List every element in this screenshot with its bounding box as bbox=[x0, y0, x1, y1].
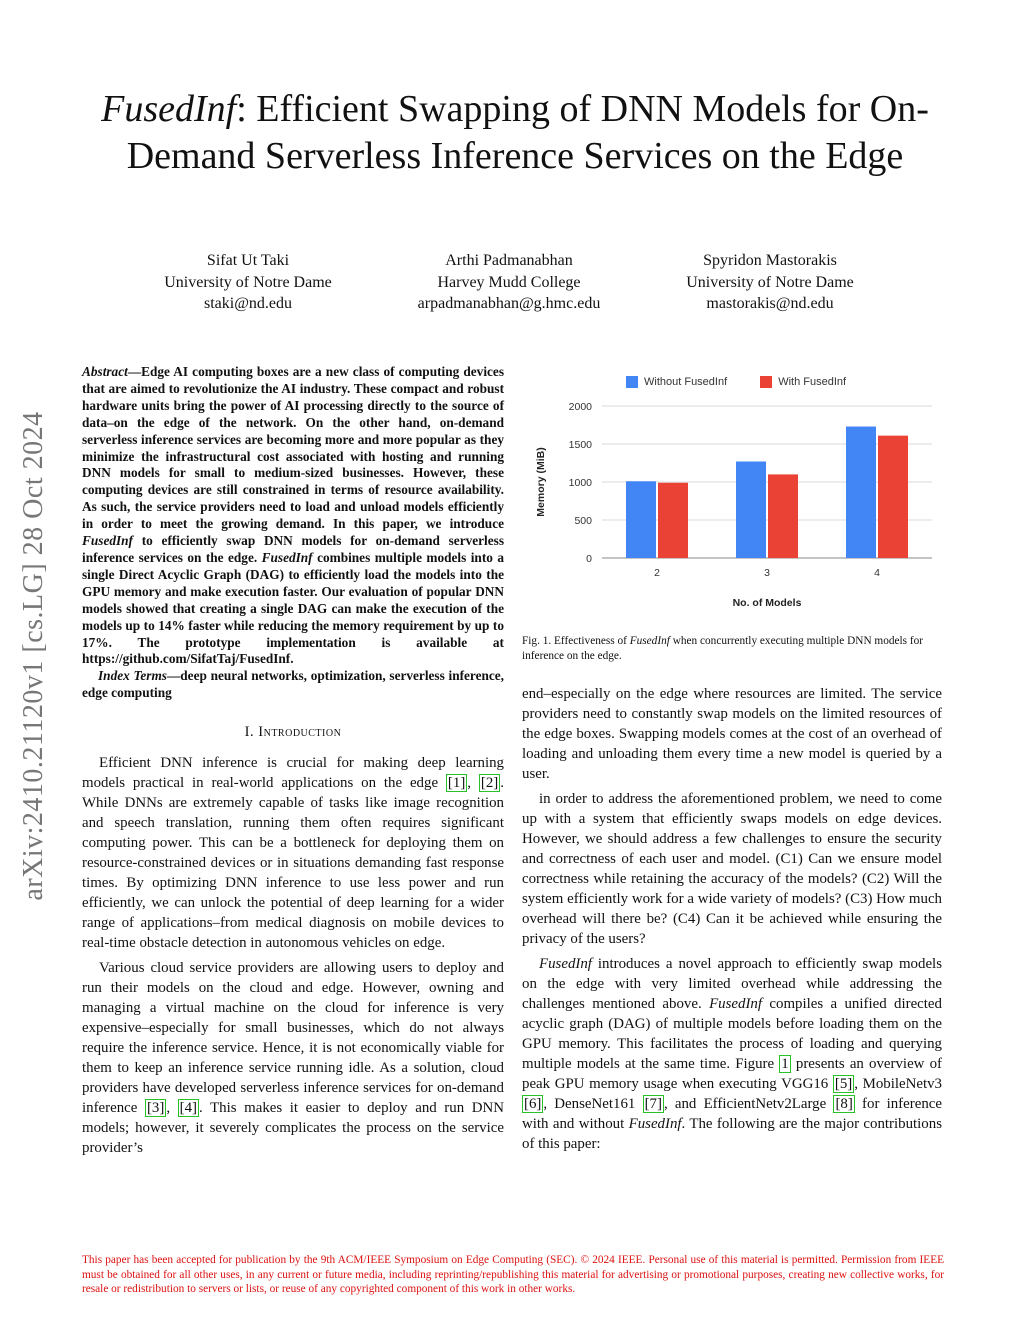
y-tick-label: 0 bbox=[586, 553, 592, 565]
arxiv-identifier: arXiv:2410.21120v1 [cs.LG] 28 Oct 2024 bbox=[18, 411, 49, 901]
abstract-system-name: FusedInf bbox=[261, 549, 313, 565]
index-terms-text: —deep neural networks, optimization, serverless inference, edge computing bbox=[82, 668, 505, 701]
citation-link[interactable]: [7] bbox=[644, 1096, 662, 1112]
author-name: Arthi Padmanabhan bbox=[445, 252, 573, 269]
title-rest: : Efficient Swapping of DNN Models for On-Demand Serverless Inference Services on the Edge bbox=[126, 88, 929, 177]
author-email: arpadmanabhan@g.hmc.edu bbox=[417, 295, 601, 312]
citation-link[interactable]: [2] bbox=[480, 775, 499, 792]
y-axis-label: Memory (MiB) bbox=[535, 447, 547, 517]
figure-1-caption: Fig. 1. Effectiveness of FusedInf when concurrently executing multiple DNN models for inference on the edge. bbox=[522, 635, 924, 662]
title-system-name: FusedInf bbox=[101, 88, 237, 130]
x-tick-label: 3 bbox=[764, 567, 770, 579]
y-tick-label: 1000 bbox=[568, 477, 592, 489]
abstract-text: to efficiently swap DNN models for on-demand serverless inference services on the edge. bbox=[82, 533, 504, 565]
citation-link[interactable]: [4] bbox=[179, 1100, 198, 1117]
citation-link[interactable]: [6] bbox=[524, 1096, 542, 1112]
intro-paragraph-5: FusedInf introduces a novel approach to efficiently swap models on the edge with very limited overhead while addressing the challenges mentioned above. FusedInf compiles a unified directed acyclic graph (DAG) of multiple models before loading them on the GPU memory. This facilitates the process of loading and querying multiple models at the same time. Figure 1 presents an overview of peak GPU memory usage when executing VGG16 [5] , MobileNetv3 [6] , DenseNet161 [7] , and EfficientNetv2Large [8] for inference with and without FusedInf. The following are the major contributions of this paper: bbox=[522, 956, 942, 1152]
citation-link[interactable]: [1] bbox=[447, 775, 466, 792]
author-name: Sifat Ut Taki bbox=[206, 252, 290, 269]
y-tick-label: 500 bbox=[574, 515, 592, 527]
intro-paragraph-2: Various cloud service providers are allowing users to deploy and run their models on the cloud and edge. However, owning and managing a virtual machine on the cloud for inference is very expensive–especially for small businesses, which do not always require the inference service. Hence, it is not economically viable for them to keep an inference service running idle. As a solution, cloud providers have developed serverless inference services for on-demand inference [3] , [4] . This makes it easier to deploy and run DNN models; however, it severely complicates the process on the service provider’s bbox=[82, 960, 504, 1157]
abstract-text: combines multiple models into a single Direct Acyclic Graph (DAG) to efficiently load the models into the GPU memory and make execution faster. Our evaluation of popular DNN models showed that creating a single DAG can make the execution of the models up to 14% faster while reducing the memory requirement by up to 17%. The prototype implementation is available at https://github.com/SifatTaj/FusedInf. bbox=[82, 549, 504, 667]
intro-paragraph-1: Efficient DNN inference is crucial for making deep learning models practical in real-world applications on the edge [1] , [2] . While DNNs are extremely capable of tasks like image recognition and speech translation, running them often requires significant computing power. This can be a bottleneck for deploying them on resource-constrained devices or in situations demanding fast response times. By optimizing DNN inference to use less power and run efficiently, we can unlock the potential of deep learning for a wider range of applications–from medical diagnosis on mobile devices to real-time obstacle detection in autonomous vehicles on edge. bbox=[82, 755, 504, 952]
copyright-notice: This paper has been accepted for publication by the 9th ACM/IEEE Symposium on Edge Computing (SEC). © 2024 IEEE. Personal use of this material is permitted. Permission from IEEE must be obtained for all other uses, in any current or future media, including reprinting/republishing this material for advertising or promotional purposes, creating new collective works, for resale or redistribution to servers or lists, or reuse of any copyrighted component of this work in other works. bbox=[82, 1254, 944, 1295]
y-tick-label: 1500 bbox=[568, 439, 592, 451]
abstract-text: —Edge AI computing boxes are a new class of computing devices that are aimed to revolutionize the AI industry. These compact and robust hardware units bring the power of AI processing directly to the source of data–on the edge of the network. On the other hand, on-demand serverless inference services are becoming more and more popular as they minimize the infrastructural cost associated with hosting and running DNN models for small to medium-sized businesses. However, these computing devices are still constrained in terms of resource availability. As such, the service providers need to load and unload models efficiently in order to meet the growing demand. In this paper, we introduce bbox=[82, 364, 504, 532]
citation-link[interactable]: [5] bbox=[834, 1076, 853, 1092]
author-2 bbox=[398, 250, 620, 315]
section-heading-introduction bbox=[82, 724, 504, 741]
x-axis-label: No. of Models bbox=[732, 597, 802, 609]
author-1 bbox=[143, 250, 353, 315]
author-affiliation: University of Notre Dame bbox=[164, 273, 332, 291]
paper-title bbox=[90, 86, 940, 180]
intro-paragraph-4: in order to address the aforementioned problem, we need to come up with a system that efficiently swaps models on edge devices. However, we should address a few challenges to ensure the security and correctness of each user and model. (C1) Can we ensure model correctness while retaining the accuracy of the models? (C2) Will the system efficiently work for a wide variety of models? (C3) How much overhead will there be? (C4) Can it be achieved while ensuring the privacy of the users? bbox=[522, 791, 942, 947]
citation-link[interactable]: [3] bbox=[146, 1100, 165, 1117]
bar-with-fusedinf bbox=[768, 474, 798, 558]
figure-link[interactable]: 1 bbox=[781, 1056, 789, 1072]
x-tick-label: 2 bbox=[654, 567, 660, 579]
abstract-system-name: FusedInf bbox=[82, 533, 133, 549]
left-column bbox=[82, 364, 504, 1163]
author-3 bbox=[665, 250, 875, 315]
intro-paragraph-3: end–especially on the edge where resources are limited. The service providers need to constantly swap models on the limited resources of the edge boxes. Swapping models comes at the cost of an overhead of loading and unloading them every time a new model is queried by a user. bbox=[522, 686, 942, 782]
legend-label: With FusedInf bbox=[778, 376, 847, 388]
index-terms bbox=[82, 668, 504, 702]
author-name: Spyridon Mastorakis bbox=[703, 252, 837, 269]
bar-chart bbox=[522, 364, 942, 634]
legend-swatch bbox=[760, 376, 772, 388]
section-number: I. bbox=[244, 724, 255, 741]
index-terms-label: Index Terms bbox=[98, 668, 167, 684]
figure-1-chart bbox=[522, 364, 942, 634]
legend-item-with bbox=[760, 376, 846, 388]
legend-item-without bbox=[626, 376, 727, 388]
abstract-label: Abstract bbox=[82, 364, 128, 379]
x-tick-label: 4 bbox=[874, 567, 880, 579]
legend-label: Without FusedInf bbox=[644, 376, 728, 388]
abstract bbox=[82, 364, 504, 668]
author-email: staki@nd.edu bbox=[203, 295, 293, 312]
author-block bbox=[0, 250, 1024, 320]
bar-without-fusedinf bbox=[846, 427, 876, 558]
legend-swatch bbox=[626, 376, 638, 388]
y-tick-label: 2000 bbox=[568, 401, 592, 413]
bar-with-fusedinf bbox=[658, 483, 688, 558]
right-column bbox=[522, 364, 942, 1159]
bar-without-fusedinf bbox=[626, 481, 656, 558]
author-email: mastorakis@nd.edu bbox=[706, 295, 834, 312]
citation-link[interactable]: [8] bbox=[835, 1096, 853, 1112]
chart-legend bbox=[626, 376, 876, 391]
author-affiliation: Harvey Mudd College bbox=[437, 273, 581, 291]
bar-with-fusedinf bbox=[878, 436, 908, 558]
author-affiliation: University of Notre Dame bbox=[686, 273, 854, 291]
bar-without-fusedinf bbox=[736, 461, 766, 558]
section-title: Introduction bbox=[258, 724, 342, 741]
